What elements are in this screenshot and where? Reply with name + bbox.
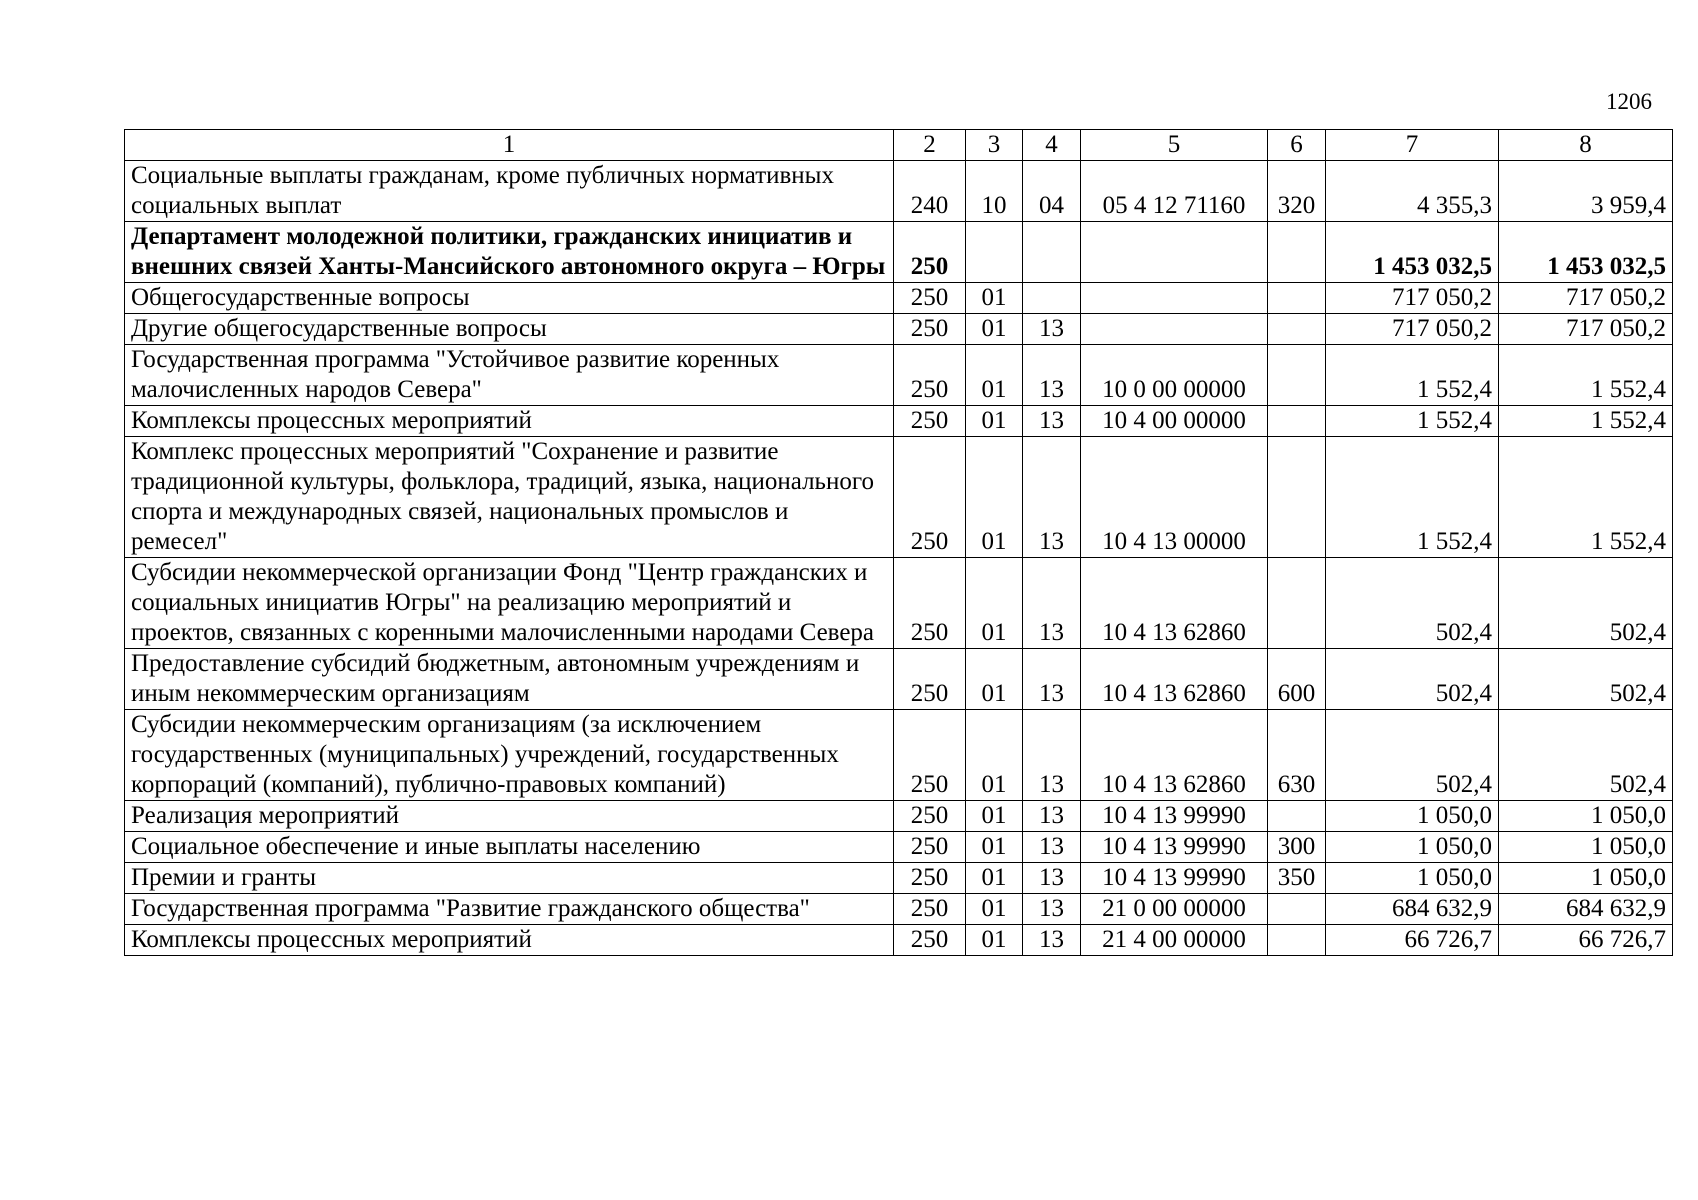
- ministry-code: 250: [894, 222, 966, 283]
- subsection-code: [1023, 283, 1081, 314]
- amount-col8: 3 959,4: [1499, 161, 1673, 222]
- row-name: Общегосударственные вопросы: [125, 283, 894, 314]
- table-row: [125, 345, 1673, 406]
- expense-type-code: [1268, 437, 1326, 558]
- subsection-code: 04: [1023, 161, 1081, 222]
- column-header: 3: [966, 130, 1023, 161]
- amount-col8: 502,4: [1499, 558, 1673, 649]
- target-article-code: 10 4 13 99990: [1081, 863, 1268, 894]
- target-article-code: [1081, 222, 1268, 283]
- target-article-code: 10 4 13 00000: [1081, 437, 1268, 558]
- section-code: 01: [966, 558, 1023, 649]
- expense-type-code: 350: [1268, 863, 1326, 894]
- row-name: Социальные выплаты гражданам, кроме публичных нормативных социальных выплат: [125, 161, 894, 222]
- amount-col7: 502,4: [1326, 558, 1499, 649]
- table-row: [125, 437, 1673, 558]
- table-row: [125, 161, 1673, 222]
- row-name: Субсидии некоммерческой организации Фонд "Центр гражданских и социальных инициатив Югры" на реализацию мероприятий и проектов, связанных с коренными малочисленными народами Севера: [125, 558, 894, 649]
- ministry-code: 250: [894, 406, 966, 437]
- amount-col8: 1 552,4: [1499, 437, 1673, 558]
- row-name: Премии и гранты: [125, 863, 894, 894]
- section-code: 01: [966, 863, 1023, 894]
- row-name: Государственная программа "Развитие гражданского общества": [125, 894, 894, 925]
- table-row: [125, 314, 1673, 345]
- amount-col8: 502,4: [1499, 710, 1673, 801]
- expense-type-code: 630: [1268, 710, 1326, 801]
- table-row: [125, 710, 1673, 801]
- expense-type-code: 600: [1268, 649, 1326, 710]
- expense-type-code: [1268, 558, 1326, 649]
- target-article-code: 10 4 13 62860: [1081, 558, 1268, 649]
- amount-col7: 66 726,7: [1326, 925, 1499, 956]
- subsection-code: 13: [1023, 863, 1081, 894]
- ministry-code: 250: [894, 283, 966, 314]
- budget-table: [124, 129, 1673, 956]
- expense-type-code: [1268, 925, 1326, 956]
- column-header: 1: [125, 130, 894, 161]
- amount-col8: 502,4: [1499, 649, 1673, 710]
- section-code: 01: [966, 925, 1023, 956]
- expense-type-code: [1268, 345, 1326, 406]
- subsection-code: 13: [1023, 406, 1081, 437]
- expense-type-code: 300: [1268, 832, 1326, 863]
- amount-col8: 1 050,0: [1499, 832, 1673, 863]
- table-row: [125, 832, 1673, 863]
- section-code: 01: [966, 832, 1023, 863]
- subsection-code: 13: [1023, 710, 1081, 801]
- ministry-code: 250: [894, 345, 966, 406]
- amount-col7: 1 552,4: [1326, 406, 1499, 437]
- amount-col7: 717 050,2: [1326, 314, 1499, 345]
- amount-col8: 717 050,2: [1499, 314, 1673, 345]
- row-name: Реализация мероприятий: [125, 801, 894, 832]
- amount-col8: 1 552,4: [1499, 406, 1673, 437]
- section-code: [966, 222, 1023, 283]
- section-code: 01: [966, 649, 1023, 710]
- row-name: Социальное обеспечение и иные выплаты населению: [125, 832, 894, 863]
- subsection-code: 13: [1023, 925, 1081, 956]
- amount-col8: 66 726,7: [1499, 925, 1673, 956]
- section-code: 01: [966, 406, 1023, 437]
- ministry-code: 250: [894, 863, 966, 894]
- ministry-code: 250: [894, 832, 966, 863]
- subsection-code: 13: [1023, 437, 1081, 558]
- column-header: 7: [1326, 130, 1499, 161]
- expense-type-code: 320: [1268, 161, 1326, 222]
- row-name: Департамент молодежной политики, гражданских инициатив и внешних связей Ханты-Мансийского автономного округа – Югры: [125, 222, 894, 283]
- subsection-code: 13: [1023, 558, 1081, 649]
- amount-col8: 1 050,0: [1499, 801, 1673, 832]
- section-code: 01: [966, 801, 1023, 832]
- amount-col7: 502,4: [1326, 649, 1499, 710]
- target-article-code: 10 4 13 62860: [1081, 649, 1268, 710]
- amount-col7: 1 050,0: [1326, 863, 1499, 894]
- table-row: [125, 222, 1673, 283]
- table-row: [125, 649, 1673, 710]
- amount-col7: 502,4: [1326, 710, 1499, 801]
- amount-col7: 684 632,9: [1326, 894, 1499, 925]
- amount-col7: 1 050,0: [1326, 801, 1499, 832]
- table-row: [125, 558, 1673, 649]
- row-name: Комплекс процессных мероприятий "Сохранение и развитие традиционной культуры, фольклора, традиций, языка, национального спорта и международных связей, национальных промыслов и ремесел": [125, 437, 894, 558]
- section-code: 01: [966, 345, 1023, 406]
- amount-col8: 717 050,2: [1499, 283, 1673, 314]
- amount-col7: 1 552,4: [1326, 437, 1499, 558]
- target-article-code: [1081, 314, 1268, 345]
- target-article-code: 10 0 00 00000: [1081, 345, 1268, 406]
- target-article-code: 05 4 12 71160: [1081, 161, 1268, 222]
- row-name: Комплексы процессных мероприятий: [125, 406, 894, 437]
- ministry-code: 250: [894, 710, 966, 801]
- section-code: 01: [966, 314, 1023, 345]
- amount-col8: 1 050,0: [1499, 863, 1673, 894]
- ministry-code: 250: [894, 314, 966, 345]
- table-header-row: [125, 130, 1673, 161]
- target-article-code: 10 4 13 99990: [1081, 801, 1268, 832]
- subsection-code: 13: [1023, 649, 1081, 710]
- target-article-code: 21 0 00 00000: [1081, 894, 1268, 925]
- row-name: Комплексы процессных мероприятий: [125, 925, 894, 956]
- amount-col8: 1 453 032,5: [1499, 222, 1673, 283]
- ministry-code: 250: [894, 437, 966, 558]
- table-row: [125, 894, 1673, 925]
- table-row: [125, 801, 1673, 832]
- target-article-code: 10 4 13 62860: [1081, 710, 1268, 801]
- expense-type-code: [1268, 283, 1326, 314]
- expense-type-code: [1268, 222, 1326, 283]
- row-name: Субсидии некоммерческим организациям (за исключением государственных (муниципальных) учреждений, государственных корпораций (компаний), публично-правовых компаний): [125, 710, 894, 801]
- row-name: Другие общегосударственные вопросы: [125, 314, 894, 345]
- column-header: 6: [1268, 130, 1326, 161]
- column-header: 8: [1499, 130, 1673, 161]
- subsection-code: 13: [1023, 345, 1081, 406]
- subsection-code: 13: [1023, 894, 1081, 925]
- section-code: 01: [966, 710, 1023, 801]
- amount-col7: 717 050,2: [1326, 283, 1499, 314]
- column-header: 2: [894, 130, 966, 161]
- ministry-code: 250: [894, 925, 966, 956]
- table-row: [125, 406, 1673, 437]
- page-number: 1206: [1606, 89, 1652, 114]
- section-code: 01: [966, 437, 1023, 558]
- ministry-code: 250: [894, 558, 966, 649]
- column-header: 4: [1023, 130, 1081, 161]
- target-article-code: [1081, 283, 1268, 314]
- target-article-code: 10 4 00 00000: [1081, 406, 1268, 437]
- expense-type-code: [1268, 894, 1326, 925]
- target-article-code: 21 4 00 00000: [1081, 925, 1268, 956]
- subsection-code: 13: [1023, 801, 1081, 832]
- column-header: 5: [1081, 130, 1268, 161]
- ministry-code: 250: [894, 801, 966, 832]
- expense-type-code: [1268, 314, 1326, 345]
- row-name: Государственная программа "Устойчивое развитие коренных малочисленных народов Севера": [125, 345, 894, 406]
- amount-col7: 1 552,4: [1326, 345, 1499, 406]
- ministry-code: 250: [894, 649, 966, 710]
- section-code: 10: [966, 161, 1023, 222]
- target-article-code: 10 4 13 99990: [1081, 832, 1268, 863]
- section-code: 01: [966, 894, 1023, 925]
- amount-col8: 684 632,9: [1499, 894, 1673, 925]
- amount-col7: 4 355,3: [1326, 161, 1499, 222]
- section-code: 01: [966, 283, 1023, 314]
- subsection-code: 13: [1023, 832, 1081, 863]
- subsection-code: 13: [1023, 314, 1081, 345]
- expense-type-code: [1268, 801, 1326, 832]
- expense-type-code: [1268, 406, 1326, 437]
- table-row: [125, 283, 1673, 314]
- subsection-code: [1023, 222, 1081, 283]
- table-row: [125, 925, 1673, 956]
- ministry-code: 240: [894, 161, 966, 222]
- amount-col7: 1 050,0: [1326, 832, 1499, 863]
- row-name: Предоставление субсидий бюджетным, автономным учреждениям и иным некоммерческим организациям: [125, 649, 894, 710]
- ministry-code: 250: [894, 894, 966, 925]
- table-row: [125, 863, 1673, 894]
- amount-col7: 1 453 032,5: [1326, 222, 1499, 283]
- amount-col8: 1 552,4: [1499, 345, 1673, 406]
